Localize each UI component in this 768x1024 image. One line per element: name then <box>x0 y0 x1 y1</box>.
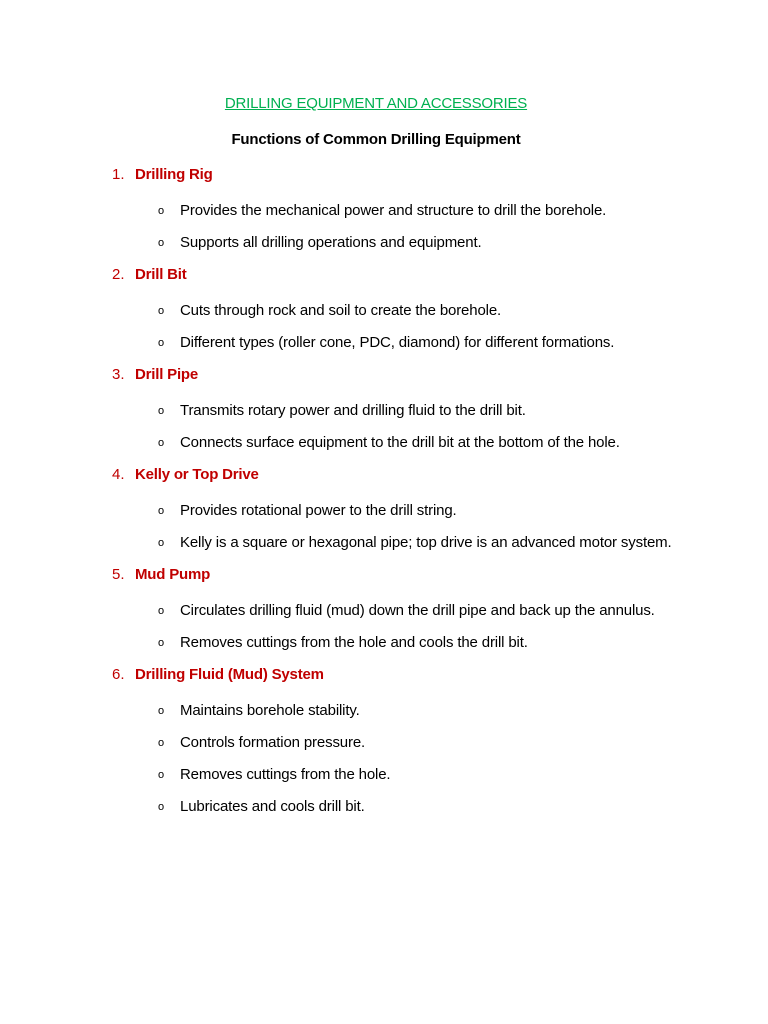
section-title: Drill Bit <box>135 266 187 283</box>
list-item <box>0 298 768 323</box>
section-kelly-or-top-drive <box>0 466 768 555</box>
section-number: 4. <box>112 466 125 483</box>
document-subtitle: Functions of Common Drilling Equipment <box>231 131 521 148</box>
list-item <box>0 762 768 787</box>
section-drilling-rig <box>0 166 768 255</box>
section-number: 3. <box>112 366 125 383</box>
list-item <box>0 530 768 555</box>
bullet-list <box>0 698 768 819</box>
bullet-marker: o <box>158 705 164 717</box>
section-title: Drilling Fluid (Mud) System <box>135 666 324 683</box>
bullet-marker: o <box>158 605 164 617</box>
bullet-marker: o <box>158 537 164 549</box>
list-item <box>0 398 768 423</box>
section-heading <box>0 466 768 502</box>
bullet-marker: o <box>158 801 164 813</box>
list-item <box>0 698 768 723</box>
section-number: 5. <box>112 566 125 583</box>
bullet-text: Supports all drilling operations and equipment. <box>180 234 482 251</box>
list-item <box>0 498 768 523</box>
bullet-marker: o <box>158 337 164 349</box>
list-item <box>0 630 768 655</box>
section-title: Drill Pipe <box>135 366 199 383</box>
bullet-text: Lubricates and cools drill bit. <box>180 798 365 815</box>
bullet-list <box>0 398 768 455</box>
section-title: Drilling Rig <box>135 166 213 183</box>
bullet-text: Different types (roller cone, PDC, diamond) for different formations. <box>180 334 615 351</box>
list-item <box>0 198 768 223</box>
bullet-list <box>0 298 768 355</box>
bullet-text: Maintains borehole stability. <box>180 702 360 719</box>
bullet-marker: o <box>158 305 164 317</box>
section-number: 1. <box>112 166 125 183</box>
bullet-marker: o <box>158 237 164 249</box>
bullet-text: Transmits rotary power and drilling fluid to the drill bit. <box>180 402 526 419</box>
bullet-list <box>0 598 768 655</box>
bullet-marker: o <box>158 205 164 217</box>
document-title: DRILLING EQUIPMENT AND ACCESSORIES <box>224 95 528 112</box>
bullet-marker: o <box>158 769 164 781</box>
list-item <box>0 330 768 355</box>
list-item <box>0 730 768 755</box>
bullet-text: Cuts through rock and soil to create the borehole. <box>180 302 502 319</box>
section-heading <box>0 266 768 302</box>
section-heading <box>0 366 768 402</box>
bullet-marker: o <box>158 437 164 449</box>
section-drill-bit <box>0 266 768 355</box>
list-item <box>0 794 768 819</box>
section-number: 6. <box>112 666 125 683</box>
bullet-text: Removes cuttings from the hole and cools the drill bit. <box>180 634 528 651</box>
section-list <box>0 166 768 830</box>
bullet-marker: o <box>158 737 164 749</box>
section-mud-pump <box>0 566 768 655</box>
bullet-marker: o <box>158 505 164 517</box>
list-item <box>0 598 768 623</box>
bullet-text: Circulates drilling fluid (mud) down the drill pipe and back up the annulus. <box>180 602 655 619</box>
bullet-text: Connects surface equipment to the drill bit at the bottom of the hole. <box>180 434 620 451</box>
section-drill-pipe <box>0 366 768 455</box>
bullet-text: Provides rotational power to the drill string. <box>180 502 457 519</box>
section-number: 2. <box>112 266 125 283</box>
section-drilling-fluid-system <box>0 666 768 819</box>
bullet-text: Kelly is a square or hexagonal pipe; top drive is an advanced motor system. <box>180 534 672 551</box>
bullet-text: Controls formation pressure. <box>180 734 366 751</box>
bullet-marker: o <box>158 637 164 649</box>
section-heading <box>0 666 768 702</box>
section-heading <box>0 166 768 202</box>
section-title: Mud Pump <box>135 566 211 583</box>
bullet-text: Provides the mechanical power and structure to drill the borehole. <box>180 202 607 219</box>
list-item <box>0 230 768 255</box>
section-title: Kelly or Top Drive <box>135 466 259 483</box>
list-item <box>0 430 768 455</box>
bullet-list <box>0 198 768 255</box>
bullet-list <box>0 498 768 555</box>
bullet-text: Removes cuttings from the hole. <box>180 766 391 783</box>
section-heading <box>0 566 768 602</box>
bullet-marker: o <box>158 405 164 417</box>
